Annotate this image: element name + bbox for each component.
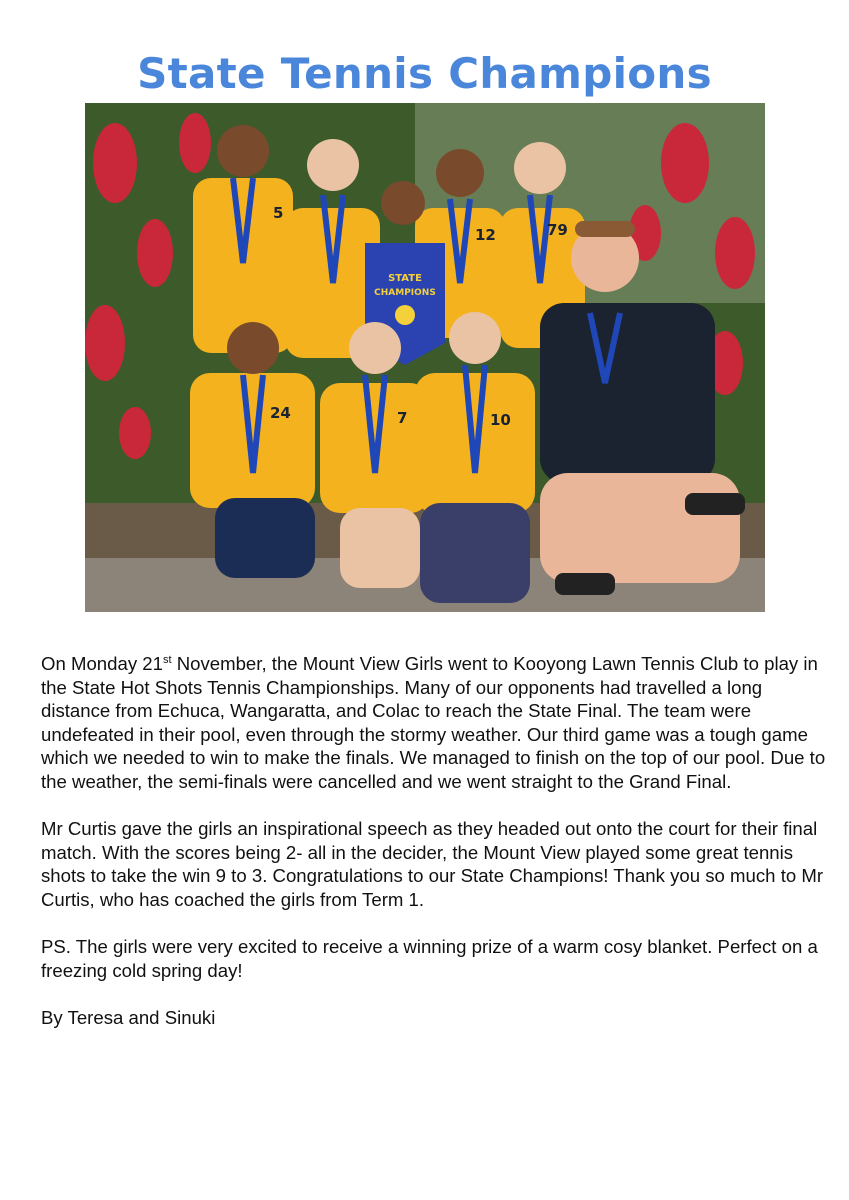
front-row: [190, 312, 535, 603]
jersey-number: 5: [273, 204, 284, 222]
p1-rest: November, the Mount View Girls went to Kooyong Lawn Tennis Club to play in the State Hot Shots Tennis Championships. Many of our opponents had travelled a long distance from Echuca, Wangaratta, and Colac to reach the State Final. The team were undefeated in their pool, even through the stormy weather. Our third game was a tough game which we needed to win to make the finals. We managed to finish on the top of our pool. Due to the weather, the semi-finals were cancelled and we went straight to the Grand Final.: [41, 653, 826, 792]
pennant-line2: CHAMPIONS: [374, 288, 436, 298]
team-photo: [85, 103, 765, 612]
pennant-line1: STATE: [388, 273, 422, 284]
team-photo-illustration: [85, 103, 765, 612]
paragraph-1: [41, 652, 831, 794]
paragraph-3: PS. The girls were very excited to receive a winning prize of a warm cosy blanket. Perfect on a freezing cold spring day!: [41, 936, 818, 981]
article-body: [41, 652, 831, 1053]
jersey-number: 79: [547, 221, 568, 239]
jersey-number: 12: [475, 226, 496, 244]
page-title: State Tennis Champions: [137, 49, 712, 98]
ordinal-suffix: st: [162, 653, 172, 666]
p1-start: On Monday 21: [41, 653, 163, 674]
jersey-number: 24: [270, 404, 291, 422]
paragraph-2: Mr Curtis gave the girls an inspirational speech as they headed out onto the court for their final match. With the scores being 2- all in the decider, the Mount View played some great tennis shots to take the win 9 to 3. Congratulations to our State Champions! Thank you so much to Mr Curtis, who has coached the girls from Term 1.: [41, 818, 824, 910]
jersey-number: 7: [397, 409, 408, 427]
byline: By Teresa and Sinuki: [41, 1006, 216, 1028]
jersey-number: 10: [490, 411, 511, 429]
